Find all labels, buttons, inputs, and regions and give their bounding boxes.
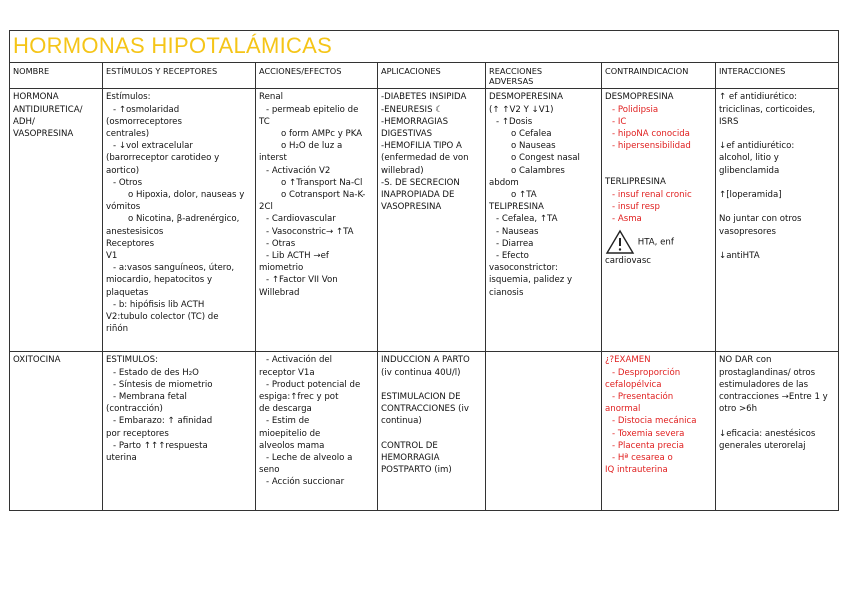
list-item: contracciones →Entre 1 y bbox=[719, 391, 828, 402]
list-item: continua) bbox=[381, 416, 422, 427]
list-item: - b: hipófisis lib ACTH bbox=[113, 299, 205, 310]
list-item: - IC bbox=[612, 116, 627, 127]
list-item: - a:vasos sanguíneos, útero, bbox=[113, 263, 235, 274]
list-item: - ↑Dosis bbox=[496, 116, 533, 127]
list-item: - Síntesis de miometrio bbox=[113, 379, 213, 390]
list-item: - Placenta precia bbox=[612, 440, 684, 451]
list-item: - Toxemia severa bbox=[612, 428, 685, 439]
list-item: (enfermedad de von bbox=[381, 153, 469, 164]
page-title: HORMONAS HIPOTALÁMICAS bbox=[13, 33, 333, 58]
contra-hta-text: HTA, enf bbox=[637, 237, 674, 248]
list-item: - Estim de bbox=[266, 416, 310, 427]
list-item: vasopresores bbox=[719, 226, 777, 237]
list-item: miocardio, hepatocitos y bbox=[106, 275, 213, 286]
list-item: ISRS bbox=[719, 116, 739, 127]
list-item: por receptores bbox=[106, 428, 169, 439]
list-item: o Calambres bbox=[511, 165, 565, 176]
list-item: o Hipoxia, dolor, nauseas y bbox=[128, 189, 245, 200]
cell-estimulos bbox=[103, 89, 256, 352]
list-item: cianosis bbox=[489, 287, 524, 298]
list-item: anormal bbox=[605, 404, 641, 415]
list-item: abdom bbox=[489, 177, 519, 188]
list-item: - Estado de des H₂O bbox=[113, 367, 199, 378]
list-item: miometrio bbox=[259, 263, 304, 274]
list-item: - Embarazo: ↑ afinidad bbox=[113, 416, 213, 427]
list-item: No juntar con otros bbox=[719, 214, 802, 225]
contra-hta bbox=[605, 229, 712, 255]
list-item: INAPROPIADA DE bbox=[381, 189, 455, 200]
list-item: (contracción) bbox=[106, 404, 163, 415]
list-item: o Nauseas bbox=[511, 141, 556, 152]
header-estimulos: ESTÍMULOS Y RECEPTORES bbox=[103, 62, 256, 89]
warning-triangle-icon bbox=[605, 229, 635, 255]
list-item: CONTRACCIONES (iv bbox=[381, 404, 469, 415]
list-item: - Product potencial de bbox=[266, 379, 361, 390]
list-item: CONTROL DE bbox=[381, 440, 438, 451]
contra-terli-list bbox=[605, 189, 712, 226]
list-item: VASOPRESINA bbox=[381, 202, 442, 213]
list-item: plaquetas bbox=[106, 287, 149, 298]
list-item: - Lib ACTH →ef bbox=[266, 250, 329, 261]
list-item: - Acción succionar bbox=[266, 477, 345, 488]
header-reacciones-line1: REACCIONES bbox=[489, 65, 543, 76]
cell-acciones bbox=[256, 89, 378, 352]
list-item: DESMOPERESINA bbox=[489, 92, 563, 103]
cell-name bbox=[10, 89, 103, 352]
list-item: de descarga bbox=[259, 404, 312, 415]
list-item: o ↑TA bbox=[511, 189, 537, 200]
header-aplicaciones: APLICACIONES bbox=[378, 62, 486, 89]
list-item: ¿?EXAMEN bbox=[605, 355, 651, 366]
list-item: V1 bbox=[106, 250, 118, 261]
cell-aplicaciones bbox=[378, 89, 486, 352]
list-item: generales uterorelaj bbox=[719, 440, 806, 451]
list-item: isquemia, palidez y bbox=[489, 275, 573, 286]
list-item: 2Cl bbox=[259, 202, 273, 213]
list-item: -HEMORRAGIAS bbox=[381, 116, 449, 127]
list-item: Receptores bbox=[106, 238, 155, 249]
list-item: aortico) bbox=[106, 165, 140, 176]
list-item: - Membrana fetal bbox=[113, 391, 187, 402]
list-item: uterina bbox=[106, 452, 137, 463]
list-item: - Activación del bbox=[266, 355, 333, 366]
list-item: o Nicotina, β-adrenérgico, bbox=[128, 214, 240, 225]
list-item: ANTIDIURETICA/ bbox=[13, 104, 83, 115]
list-item: otro >6h bbox=[719, 404, 758, 415]
list-item bbox=[719, 177, 835, 189]
list-item: interst bbox=[259, 153, 287, 164]
list-item: vómitos bbox=[106, 202, 141, 213]
list-item: o form AMPc y PKA bbox=[281, 128, 363, 139]
list-item: TELIPRESINA bbox=[489, 202, 544, 213]
list-item: cefalopélvica bbox=[605, 379, 662, 390]
list-item: vasoconstrictor: bbox=[489, 263, 558, 274]
list-item: o H₂O de luz a bbox=[281, 141, 343, 152]
list-item bbox=[719, 415, 835, 427]
list-item: -S. DE SECRECION bbox=[381, 177, 460, 188]
list-item: - Otros bbox=[113, 177, 143, 188]
cell-contraindicacion bbox=[602, 89, 716, 352]
list-item: riñón bbox=[106, 324, 129, 335]
list-item: willebrad) bbox=[381, 165, 424, 176]
list-item: estimuladores de las bbox=[719, 379, 809, 390]
list-item bbox=[719, 128, 835, 140]
list-item: glibenclamida bbox=[719, 165, 780, 176]
contra-desmo-title: DESMOPRESINA bbox=[605, 92, 674, 103]
list-item: o Cefalea bbox=[511, 128, 552, 139]
list-item: IQ intrauterina bbox=[605, 465, 668, 476]
list-item: HEMORRAGIA bbox=[381, 452, 440, 463]
list-item: - ↑osmolaridad bbox=[113, 104, 180, 115]
header-interacciones: INTERACCIONES bbox=[716, 62, 839, 89]
list-item: - hipersensibilidad bbox=[612, 141, 691, 152]
header-acciones: ACCIONES/EFECTOS bbox=[256, 62, 378, 89]
list-item bbox=[719, 201, 835, 213]
spacer bbox=[605, 152, 712, 176]
list-item: (iv continua 40U/l) bbox=[381, 367, 461, 378]
list-item: - Cefalea, ↑TA bbox=[496, 214, 558, 225]
list-item: - permeab epitelio de bbox=[266, 104, 359, 115]
list-item: - Otras bbox=[266, 238, 296, 249]
list-item: POSTPARTO (im) bbox=[381, 465, 452, 476]
list-item: - insuf renal cronic bbox=[612, 189, 692, 200]
list-item: - Nauseas bbox=[496, 226, 539, 237]
list-item: ESTIMULACION DE bbox=[381, 391, 461, 402]
list-item: - Cardiovascular bbox=[266, 214, 336, 225]
list-item: receptor V1a bbox=[259, 367, 315, 378]
list-item: (osmorreceptores bbox=[106, 116, 182, 127]
list-item: TC bbox=[259, 116, 270, 127]
list-item: anestesisicos bbox=[106, 226, 164, 237]
list-item: - Presentación bbox=[612, 391, 674, 402]
header-reacciones bbox=[486, 62, 602, 89]
table-row-adh bbox=[10, 89, 839, 352]
cell-estimulos bbox=[103, 352, 256, 511]
list-item bbox=[381, 428, 482, 440]
list-item: V2:tubulo colector (TC) de bbox=[106, 311, 219, 322]
list-item: mioepitelio de bbox=[259, 428, 321, 439]
list-item: - Desproporción bbox=[612, 367, 681, 378]
cell-interacciones bbox=[716, 352, 839, 511]
list-item: VASOPRESINA bbox=[13, 128, 74, 139]
list-item: o Cotransport Na-K- bbox=[281, 189, 366, 200]
list-item: DIGESTIVAS bbox=[381, 128, 433, 139]
list-item: ↑[loperamida] bbox=[719, 189, 782, 200]
cell-reacciones bbox=[486, 352, 602, 511]
header-reacciones-line2: ADVERSAS bbox=[489, 75, 534, 86]
cell-name bbox=[10, 352, 103, 511]
list-item: ↓ef antidiurético: bbox=[719, 141, 795, 152]
cell-acciones bbox=[256, 352, 378, 511]
list-item: HORMONA bbox=[13, 92, 59, 103]
list-item: - ↑Factor VII Von bbox=[266, 275, 338, 286]
list-item bbox=[381, 379, 482, 391]
list-item: o ↑Transport Na-Cl bbox=[281, 177, 363, 188]
list-item: INDUCCION A PARTO bbox=[381, 355, 470, 366]
list-item: - Polidipsia bbox=[612, 104, 659, 115]
list-item: - Vasoconstric→ ↑TA bbox=[266, 226, 354, 237]
list-item: -ENEURESIS ☾ bbox=[381, 104, 443, 115]
cell-contraindicacion bbox=[602, 352, 716, 511]
list-item: Willebrad bbox=[259, 287, 300, 298]
contra-desmo-list bbox=[605, 104, 712, 153]
header-row bbox=[10, 62, 839, 89]
list-item: - Distocia mecánica bbox=[612, 416, 697, 427]
list-item: espiga:↑frec y pot bbox=[259, 391, 339, 402]
list-item: - Diarrea bbox=[496, 238, 534, 249]
list-item: ESTIMULOS: bbox=[106, 355, 158, 366]
list-item: - ↓vol extracelular bbox=[113, 141, 193, 152]
list-item: ↓antiHTA bbox=[719, 250, 760, 261]
list-item: alcohol, litio y bbox=[719, 153, 779, 164]
list-item: (barorreceptor carotideo y bbox=[106, 153, 220, 164]
list-item: ADH/ bbox=[13, 116, 35, 127]
list-item: centrales) bbox=[106, 128, 150, 139]
list-item: - Efecto bbox=[496, 250, 529, 261]
list-item: Estímulos: bbox=[106, 92, 151, 103]
list-item: OXITOCINA bbox=[13, 355, 61, 366]
cell-reacciones bbox=[486, 89, 602, 352]
list-item: ↓eficacia: anestésicos bbox=[719, 428, 816, 439]
list-item: - Asma bbox=[612, 213, 642, 224]
list-item: prostaglandinas/ otros bbox=[719, 367, 816, 378]
list-item: triciclinas, corticoides, bbox=[719, 104, 816, 115]
list-item: -DIABETES INSIPIDA bbox=[381, 92, 467, 103]
contra-terli-title: TERLIPRESINA bbox=[605, 177, 666, 188]
list-item: (↑ ↑V2 Y ↓V1) bbox=[489, 104, 554, 115]
hormones-table bbox=[9, 30, 839, 511]
list-item: -HEMOFILIA TIPO A bbox=[381, 141, 462, 152]
list-item: ↑ ef antidiurético: bbox=[719, 92, 798, 103]
contra-hta-text2: cardiovasc bbox=[605, 256, 652, 267]
list-item: - Hª cesarea o bbox=[612, 452, 673, 463]
header-nombre: NOMBRE bbox=[10, 62, 103, 89]
cell-interacciones bbox=[716, 89, 839, 352]
list-item: - hipoNA conocida bbox=[612, 128, 690, 139]
header-contraindicacion: CONTRAINDICACION bbox=[602, 62, 716, 89]
list-item: - Parto ↑↑↑respuesta bbox=[113, 440, 208, 451]
list-item: - insuf resp bbox=[612, 201, 660, 212]
list-item bbox=[719, 238, 835, 250]
table-row-oxitocina bbox=[10, 352, 839, 511]
list-item: seno bbox=[259, 465, 280, 476]
title-cell bbox=[10, 31, 839, 63]
cell-aplicaciones bbox=[378, 352, 486, 511]
list-item: - Activación V2 bbox=[266, 165, 331, 176]
list-item: - Leche de alveolo a bbox=[266, 452, 353, 463]
list-item: NO DAR con bbox=[719, 355, 772, 366]
list-item: Renal bbox=[259, 92, 283, 103]
list-item: alveolos mama bbox=[259, 440, 325, 451]
list-item: o Congest nasal bbox=[511, 153, 580, 164]
